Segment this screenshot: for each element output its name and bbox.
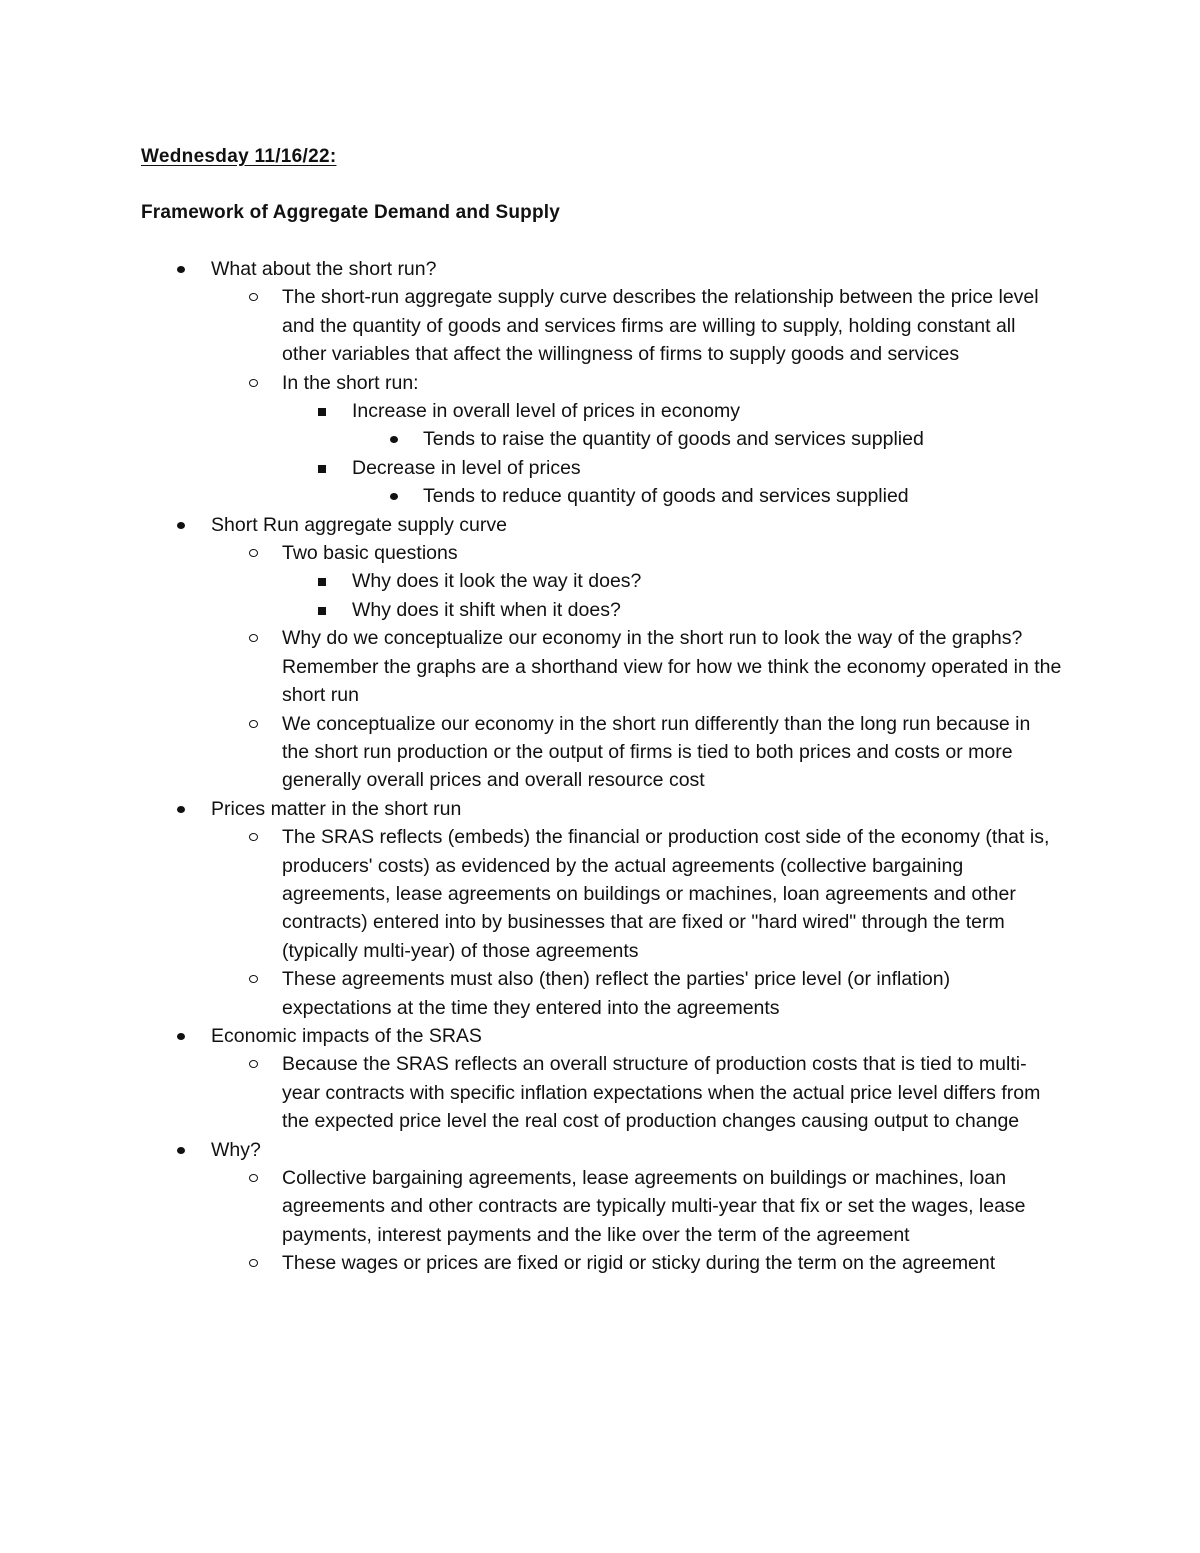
hollow-bullet-icon xyxy=(249,379,258,387)
list-item xyxy=(0,283,1062,368)
filled-bullet-icon xyxy=(177,1033,185,1040)
list-item-text: Short Run aggregate supply curve xyxy=(211,513,507,536)
list-item-text: Why do we conceptualize our economy in the short run to look the way of the graphs? Remember the graphs are a shorthand view for how we think the economy operated in the short run xyxy=(282,627,1062,707)
list-item-text: Increase in overall level of prices in economy xyxy=(352,400,741,423)
list-item-text: Prices matter in the short run xyxy=(211,797,462,820)
list-item xyxy=(0,1164,1062,1249)
list-item xyxy=(0,965,1062,1022)
filled-bullet-icon xyxy=(177,806,185,813)
hollow-bullet-icon xyxy=(249,720,258,728)
list-item-text: These wages or prices are fixed or rigid or sticky during the term on the agreement xyxy=(282,1252,996,1275)
list-item-text: We conceptualize our economy in the short run differently than the long run because in the short run production or the output of firms is tied to both prices and costs or more generally overall prices and overall resource cost xyxy=(282,712,1031,792)
square-bullet-icon xyxy=(318,607,326,615)
list-item-text: These agreements must also (then) reflect the parties' price level (or inflation) expectations at the time they entered into the agreements xyxy=(282,968,951,1019)
hollow-bullet-icon xyxy=(249,1259,258,1267)
list-item xyxy=(0,1249,1062,1277)
list-item-text: Economic impacts of the SRAS xyxy=(211,1024,482,1047)
list-item xyxy=(0,596,1062,624)
list-item-text: Tends to raise the quantity of goods and services supplied xyxy=(423,428,924,451)
list-item xyxy=(0,369,1062,397)
square-bullet-icon xyxy=(318,578,326,586)
filled-bullet-icon xyxy=(390,436,398,443)
list-item-text: Why does it shift when it does? xyxy=(352,598,621,621)
hollow-bullet-icon xyxy=(249,1174,258,1182)
list-item xyxy=(0,397,1062,425)
list-item-text: Two basic questions xyxy=(282,542,458,565)
list-item xyxy=(0,1050,1062,1135)
list-item-text: Why does it look the way it does? xyxy=(352,570,642,593)
list-item-text: The SRAS reflects (embeds) the financial or production cost side of the economy (that is, producers' costs) as evidenced by the actual agreements (collective bargaining agreements, lease agreements on buildings or machines, loan agreements and other contracts) entered into by businesses that are fixed or "hard wired" through the term (typically multi-year) of those agreements xyxy=(282,826,1050,962)
square-bullet-icon xyxy=(318,465,326,473)
filled-bullet-icon xyxy=(177,1147,185,1154)
hollow-bullet-icon xyxy=(249,1060,258,1068)
hollow-bullet-icon xyxy=(249,634,258,642)
list-item xyxy=(0,1136,1061,1164)
list-item xyxy=(0,710,1062,795)
list-item xyxy=(0,255,1061,283)
list-item-text: Why? xyxy=(211,1138,261,1161)
list-item-text: Tends to reduce quantity of goods and services supplied xyxy=(423,485,909,508)
list-item-text: Collective bargaining agreements, lease agreements on buildings or machines, loan agreements and other contracts are typically multi-year that fix or set the wages, lease payments, interest payments and the like over the term of the agreement xyxy=(282,1167,1026,1246)
list-item-text: What about the short run? xyxy=(211,258,437,280)
list-item xyxy=(0,1022,1061,1050)
hollow-bullet-icon xyxy=(249,549,258,557)
list-item xyxy=(0,454,1062,482)
list-item-text: Decrease in level of prices xyxy=(352,456,581,479)
list-item xyxy=(0,567,1062,595)
topic-heading: Framework of Aggregate Demand and Supply xyxy=(141,202,561,223)
list-item xyxy=(0,624,1062,709)
list-item xyxy=(0,539,1062,567)
filled-bullet-icon xyxy=(177,266,185,273)
list-item-text: Because the SRAS reflects an overall structure of production costs that is tied to multi-year contracts with specific inflation expectations when the actual price level differs from the expected price level the real cost of production changes causing output to change xyxy=(282,1053,1041,1133)
hollow-bullet-icon xyxy=(249,293,258,301)
date-heading: Wednesday 11/16/22: xyxy=(141,146,337,167)
list-item xyxy=(0,425,1063,453)
list-item xyxy=(0,482,1063,510)
list-item-text: In the short run: xyxy=(282,371,419,394)
list-item xyxy=(0,795,1061,823)
list-item xyxy=(0,511,1061,539)
list-item-text: The short-run aggregate supply curve describes the relationship between the price level and the quantity of goods and services firms are willing to supply, holding constant all other variables that affect the willingness of firms to supply goods and services xyxy=(282,286,1039,366)
square-bullet-icon xyxy=(318,408,326,416)
list-item xyxy=(0,823,1062,965)
filled-bullet-icon xyxy=(177,522,185,529)
filled-bullet-icon xyxy=(390,493,398,500)
notes-outline xyxy=(0,255,1200,1278)
hollow-bullet-icon xyxy=(249,833,258,841)
hollow-bullet-icon xyxy=(249,975,258,983)
